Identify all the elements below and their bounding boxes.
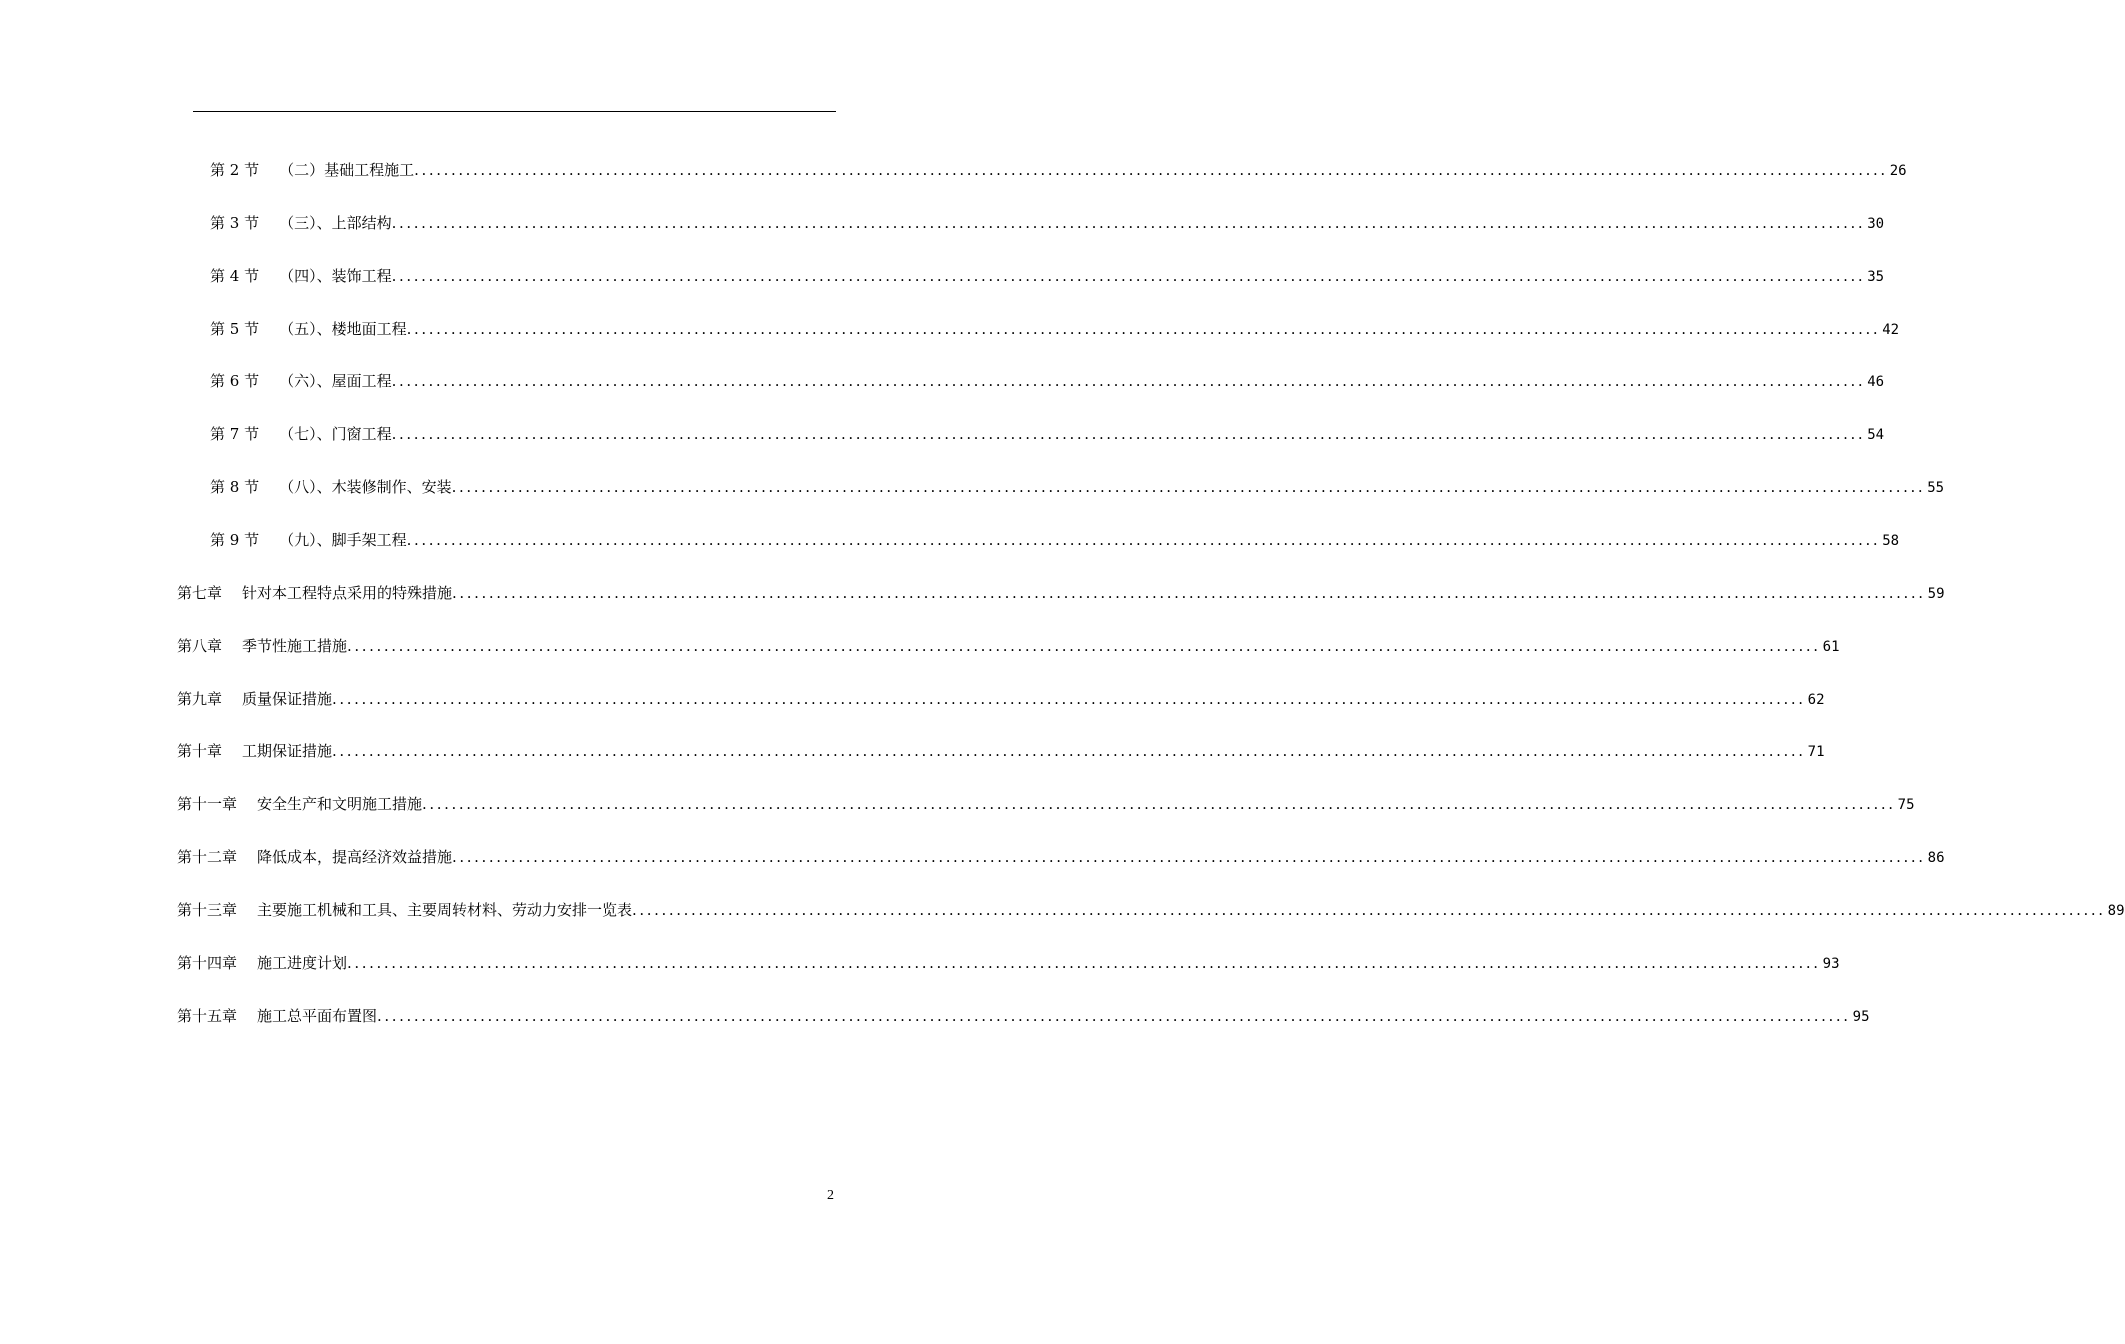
toc-entry-page: 59 <box>1927 585 1945 602</box>
toc-entry-page: 89 <box>2107 902 2125 919</box>
toc-entry-page: 71 <box>1807 744 1825 761</box>
toc-entry-page: 61 <box>1822 638 1840 655</box>
toc-entry[interactable] <box>177 794 1915 815</box>
toc-entry-page: 86 <box>1927 850 1945 867</box>
toc-entry-page: 54 <box>1867 427 1885 444</box>
toc-entry-page: 35 <box>1867 268 1885 285</box>
toc-entry-page: 93 <box>1822 955 1840 972</box>
toc-entry-dot-leader: ........................................................................................................................................................................................................ <box>332 742 1806 761</box>
toc-entry-number: 第十一章 <box>177 795 238 814</box>
toc-entry-number: 第十章 <box>177 742 223 761</box>
toc-entry-dot-leader: ........................................................................................................................................................................................................ <box>406 531 1881 549</box>
toc-entry[interactable] <box>210 477 1945 498</box>
toc-entry[interactable] <box>177 741 1825 762</box>
toc-entry-number: 第十五章 <box>177 1006 238 1025</box>
toc-entry-title: 降低成本，提高经济效益措施 <box>257 848 453 867</box>
toc-entry[interactable] <box>177 636 1840 657</box>
toc-entry-page: 26 <box>1889 163 1907 179</box>
toc-entry-number: 第 9 节 <box>210 531 260 549</box>
toc-entry[interactable] <box>210 160 1907 181</box>
toc-entry-dot-leader: ........................................................................................................................................................................................................ <box>451 478 1926 497</box>
toc-entry[interactable] <box>177 847 1945 868</box>
toc-entry-title: （五）、楼地面工程 <box>279 319 407 338</box>
toc-entry[interactable] <box>210 266 1885 287</box>
toc-entry-page: 46 <box>1867 374 1885 391</box>
toc-entry-dot-leader: ........................................................................................................................................................................................................ <box>347 953 1821 972</box>
page-number: 2 <box>827 1188 834 1203</box>
toc-entry[interactable] <box>177 1006 1870 1027</box>
toc-entry-dot-leader: ........................................................................................................................................................................................................ <box>406 319 1881 338</box>
toc-entry-number: 第十二章 <box>177 848 238 867</box>
toc-entry-dot-leader: ........................................................................................................................................................................................................ <box>422 795 1896 814</box>
toc-entry-dot-leader: ........................................................................................................................................................................................................ <box>452 583 1926 602</box>
toc-entry-title: （九）、脚手架工程 <box>279 531 407 549</box>
toc-entry-number: 第十四章 <box>177 953 238 972</box>
toc-entry-title: 针对本工程特点采用的特殊措施 <box>242 583 453 602</box>
toc-entry-number: 第 3 节 <box>210 213 260 232</box>
toc-entry-number: 第 4 节 <box>210 266 260 285</box>
toc-entry-title: （四）、装饰工程 <box>279 266 392 285</box>
toc-entry[interactable] <box>210 530 1900 551</box>
toc-entry-title: 施工总平面布置图 <box>257 1006 378 1025</box>
toc-entry-number: 第 8 节 <box>210 478 260 497</box>
toc-entry-dot-leader: ........................................................................................................................................................................................................ <box>414 161 1888 179</box>
toc-entry-title: 季节性施工措施 <box>242 636 348 655</box>
toc-entry-title: （八）、木装修制作、安装 <box>279 478 452 497</box>
toc-entry-page: 95 <box>1852 1008 1870 1025</box>
toc-entry-number: 第九章 <box>177 689 223 708</box>
toc-entry-dot-leader: ........................................................................................................................................................................................................ <box>391 372 1866 391</box>
toc-entry-page: 55 <box>1927 480 1945 497</box>
toc-entry[interactable] <box>210 424 1885 445</box>
toc-entry-dot-leader: ........................................................................................................................................................................................................ <box>632 900 2106 919</box>
toc-entry[interactable] <box>210 319 1900 340</box>
toc-entry-dot-leader: ........................................................................................................................................................................................................ <box>347 636 1821 655</box>
toc-entry[interactable] <box>177 900 2125 921</box>
toc-entry-title: （二）基础工程施工 <box>279 161 415 179</box>
toc-entry-number: 第八章 <box>177 636 223 655</box>
toc-entry-number: 第 2 节 <box>210 161 260 179</box>
toc-entry-title: 施工进度计划 <box>257 953 348 972</box>
toc-entry[interactable] <box>210 213 1885 234</box>
toc-entry-title: （六）、屋面工程 <box>279 372 392 391</box>
toc-entry[interactable] <box>210 371 1885 392</box>
toc-entry-number: 第十三章 <box>177 900 238 919</box>
header-rule <box>193 111 836 112</box>
toc-entry[interactable] <box>177 953 1840 974</box>
toc-entry-title: 安全生产和文明施工措施 <box>257 795 423 814</box>
toc-entry-dot-leader: ........................................................................................................................................................................................................ <box>377 1006 1851 1025</box>
toc-entry-page: 58 <box>1882 533 1900 549</box>
toc-entry-number: 第 6 节 <box>210 372 260 391</box>
toc-entry-number: 第 5 节 <box>210 319 260 338</box>
toc-entry-title: 质量保证措施 <box>242 689 333 708</box>
toc-entry-dot-leader: ........................................................................................................................................................................................................ <box>391 213 1866 232</box>
toc-entry-title: 主要施工机械和工具、主要周转材料、劳动力安排一览表 <box>257 900 633 919</box>
toc-entry-title: 工期保证措施 <box>242 742 333 761</box>
toc-entry-title: （三）、上部结构 <box>279 213 392 232</box>
toc-entry-page: 42 <box>1882 321 1900 338</box>
toc-entry-title: （七）、门窗工程 <box>279 425 392 444</box>
toc-entry-dot-leader: ........................................................................................................................................................................................................ <box>391 266 1866 285</box>
toc-entry-page: 62 <box>1807 691 1825 708</box>
toc-entry-page: 75 <box>1897 797 1915 814</box>
toc-entry[interactable] <box>177 583 1945 604</box>
toc-entry-dot-leader: ........................................................................................................................................................................................................ <box>452 848 1926 867</box>
toc-entry-number: 第七章 <box>177 583 223 602</box>
toc-entry[interactable] <box>177 689 1825 710</box>
toc-entry-number: 第 7 节 <box>210 425 260 444</box>
toc-entry-dot-leader: ........................................................................................................................................................................................................ <box>332 689 1806 708</box>
toc-entry-dot-leader: ........................................................................................................................................................................................................ <box>391 425 1866 444</box>
toc-entry-page: 30 <box>1867 215 1885 232</box>
